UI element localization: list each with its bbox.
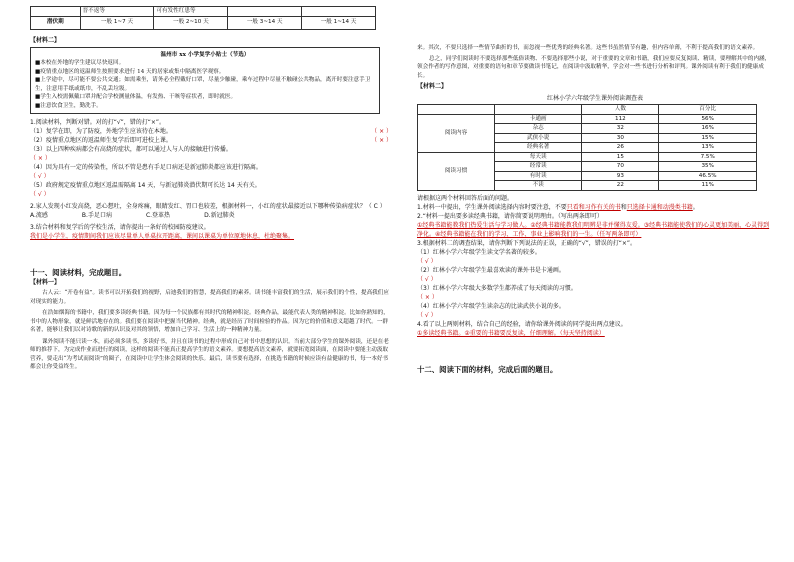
paragraph: 课外阅读不能只读一本，而必须多读书，多读好书，并且在读书的过程中形成自己对书中思想的认识。当前大部分学生的课外阅读，还是在老师的推荐下，为完成作业而进行的阅读，这样的阅读不能真正提高学生的语文素养。要想提高语文素养，就要拓宽阅读面，在阅读中要能主动汲取营养，要走出“为考试而阅读”的圈子，在阅读中让学生体会阅读的快乐。最后，读书要有选择，在挑选书籍的时候应读有益健康的书，每一本好书都会让你受益终生。 xyxy=(30,338,389,370)
table-cell: 70 xyxy=(582,162,659,172)
answer-mark: （ √ ） xyxy=(30,173,50,180)
table-cell: 可有发性红患等 xyxy=(154,7,228,17)
table-cell: 潜伏期 xyxy=(31,16,81,29)
answer-mark: （ × ） xyxy=(371,137,392,144)
table-cell: 武侠小说 xyxy=(495,133,582,143)
notice-line: ■注意饮食卫生，勤洗手。 xyxy=(35,102,102,109)
answer-mark: （ √ ） xyxy=(417,257,437,265)
disease-table xyxy=(30,6,376,30)
table-cell: 35% xyxy=(659,162,757,172)
notice-line: ■上学途中，尽可能不要公共交通；如需乘坐，请务必全程戴好口罩，尽量少触碰，乘车过程中尽量不触碰公共物品，离开时要注意手卫生，注意用手纸或纸巾，不乱丢垃圾。 xyxy=(35,77,371,92)
item-text: （1）红林小学六年级学生读文学名著的较多。 xyxy=(417,248,541,256)
option: B.手足口病 xyxy=(81,212,112,219)
option: A.流感 xyxy=(30,212,48,219)
item-text: （5）政府规定疫情重点地区返温需隔离 14 天，与新冠肺炎潜伏期可长达 14 天有关。 xyxy=(30,182,261,189)
table-cell xyxy=(31,7,81,17)
item-text: （3）以上四种疾病都会有高烧的症状，都可以通过人与人的接触进行传播。 xyxy=(30,146,232,153)
item-text: （3）红林小学六年级大多数学生都养成了每天阅读的习惯。 xyxy=(417,284,577,292)
answer-mark: （ √ ） xyxy=(417,311,437,319)
question-1 xyxy=(30,118,392,199)
paragraph: 总之，同学们阅读时不要选择那些低俗读物、不要选择那些小说，对于重要的文章和书籍，我们应要反复阅读、精读，要理解其中的内涵，领会作者的写作意图，对重要的语句和章节要做读书笔记，在阅读中汲取精华，学会对一些书进行分析和评判。课外阅读有利于我们的健康成长。 xyxy=(417,55,771,79)
question-title: 4.看了以上两则材料，结合自己的经验，请你给课外阅读的同学提出两点建议。 xyxy=(417,320,627,328)
table-cell: 30 xyxy=(582,133,659,143)
answer-mark: （ × ） xyxy=(30,155,51,162)
section-title: 十一、阅读材料，完成题目。 xyxy=(30,268,127,277)
table-cell: 93 xyxy=(582,171,659,181)
item-text: （1）复学在即，为了防疫，外地学生应该待在本地。 xyxy=(30,128,172,135)
table-cell: 经常读 xyxy=(495,162,582,172)
right-column xyxy=(417,0,773,375)
survey-table xyxy=(417,104,757,191)
question-3 xyxy=(417,239,773,320)
table-cell xyxy=(418,105,495,115)
question-3 xyxy=(30,223,392,241)
table-cell: 不读 xyxy=(495,181,582,191)
section-title: 十二、阅读下面的材料，完成后面的题目。 xyxy=(417,364,558,374)
table-cell: 22 xyxy=(582,181,659,191)
table-cell: 一般 3~14 天 xyxy=(228,16,302,29)
notice-line: ■疫情重点地区的返温师生按照要求进行 14 天的居家或集中隔离医学观察。 xyxy=(35,68,225,75)
table-cell xyxy=(228,7,302,17)
table-header: 人数 xyxy=(582,105,659,115)
answer-mark: （ × ） xyxy=(371,128,392,135)
table-cell: 46.5% xyxy=(659,171,757,181)
table-cell: 晋不返等 xyxy=(80,7,154,17)
table-cell: 26 xyxy=(582,143,659,153)
table-cell: 15% xyxy=(659,133,757,143)
paragraph: 在浩如烟海的书籍中，我们要多读经典书籍。因为每一个民族都有其时代的精神积淀。经典作品，最能代表人类的精神积淀。比如你熟知的，书中的人物形象，就是鲜活地存在的。我们要在阅读中把握当代精神。经典，就是经历了时间检验的作品。因为它的价值和意义超越了时代。一群名著，能够让我们以对诗歌的新的认识及对其的领悟，增加自己学习、生活上的一种精神力量。 xyxy=(30,310,389,333)
table-cell: 11% xyxy=(659,181,757,191)
answer-mark: （ √ ） xyxy=(30,191,50,198)
material-label: 【材料二】 xyxy=(30,36,61,44)
question-2 xyxy=(417,212,773,239)
option: C.登革热 xyxy=(145,212,171,219)
answer-text: 只选择卡通和动漫类书籍 xyxy=(626,203,693,211)
table-cell: 13% xyxy=(659,143,757,153)
row-group-label: 阅读内容 xyxy=(418,114,495,152)
option: D.新冠肺炎 xyxy=(204,212,235,219)
answer-text: 我们是小学生，疫情期间我们应该尽量单人单桌拉开距离，课间以课桌为单位原地休息，杜绝聚集。 xyxy=(30,233,295,240)
item-text: （4）因为具有一定的传染性，所以不管是患有手足口病还是新冠肺炎都应该进行隔离。 xyxy=(30,164,262,171)
question-title: 3.根据材料二的调查结果，请你判断下列说法的正误，正确的“√”，错误的打“×”。 xyxy=(417,239,637,247)
table-cell: 经典名著 xyxy=(495,143,582,153)
table-cell: 15 xyxy=(582,152,659,162)
question-text: 。 xyxy=(692,203,699,211)
options-row xyxy=(30,211,392,220)
question-title: 2.“材料一提出要多读经典书籍，请你简要说明理由。（写出两条即可） xyxy=(417,212,603,220)
table-cell: 112 xyxy=(582,114,659,124)
material-label: 【材料二】 xyxy=(417,83,448,90)
table-cell: 有时读 xyxy=(495,171,582,181)
notice-title: 温州市 xx 小学复学小贴士（节选） xyxy=(160,51,250,58)
item-text: （4）红林小学六年级学生读杂志的比读武侠小说的多。 xyxy=(417,302,565,310)
item-text: （2）疫情重点地区的返温师生复学后即可进校上课。 xyxy=(30,137,172,144)
table-cell: 一般 1~14 天 xyxy=(302,16,376,29)
answer-mark: （ × ） xyxy=(417,293,438,301)
question-1 xyxy=(417,203,773,212)
question-title: 1.阅读材料，判断对错。对的打“√”，错的打“×”。 xyxy=(30,119,166,126)
instruction: 请根据这两个材料回答后面的问题。 xyxy=(417,194,514,202)
left-column xyxy=(30,0,392,372)
answer-text: 只看和习作有关的书 xyxy=(566,203,621,211)
answer-text: ①多读经典书籍。②重要的书籍要反复读，仔细理解。（每天坚持阅读） xyxy=(417,329,605,337)
table-cell xyxy=(302,7,376,17)
table-cell xyxy=(495,105,582,115)
row-group-label: 阅读习惯 xyxy=(418,152,495,190)
table-cell: 杂志 xyxy=(495,124,582,134)
question-text: 1.材料一中提出，学生课外阅读选择内容时要注意，不要 xyxy=(417,203,567,211)
table-header: 百分比 xyxy=(659,105,757,115)
answer-text: ①经典书籍能教我们热爱生活与学习做人。②经典书籍能教我们明辨是非并懂得友爱。③经典书籍能使我们的心灵更加美丽，心灵得到净化。④经典书籍能在我们的学习、工作、事业上影响我们的一生。（任写两条即可） xyxy=(417,221,770,238)
notice-line: ■本校在外地的学生建议尽快返回。 xyxy=(35,60,125,66)
notice-line: ■学生入校需佩戴口罩并配合学校测量体温，有发热、干咳等症状者，即时就医。 xyxy=(35,94,237,100)
item-text: （2）红林小学六年级学生最喜欢读的课外书是卡通画。 xyxy=(417,266,565,274)
table-cell: 每天读 xyxy=(495,152,582,162)
table-cell: 7.5% xyxy=(659,152,757,162)
table-cell: 一般 2~10 天 xyxy=(154,16,228,29)
notice-box xyxy=(30,47,380,115)
table-cell: 56% xyxy=(659,114,757,124)
table-cell: 卡通画 xyxy=(495,114,582,124)
table-cell: 16% xyxy=(659,124,757,134)
answer-mark: （ √ ） xyxy=(417,275,437,283)
table-cell: 32 xyxy=(582,124,659,134)
paragraph: 来。其次，不要只选择一些情节曲折的书，而忽视一些优秀的经典名著。这些书虽然情节有趣，但内容单薄，不利于提高我们的语文素养。 xyxy=(417,45,759,51)
table-title: 红林小学六年级学生课外阅读调查表 xyxy=(546,95,643,102)
table-cell: 一般 1~7 天 xyxy=(80,16,154,29)
question-item xyxy=(30,136,392,145)
question-item xyxy=(30,127,392,136)
question-2 xyxy=(30,202,392,220)
material-label: 【材料一】 xyxy=(30,279,61,286)
paragraph: 古人云：“开卷有益”。读书可以开拓我们的视野，启迪我们的智慧，提高我们的素养。读书能丰富我们的生活，展示我们的个性，提高我们应对现实的能力。 xyxy=(30,290,389,305)
section-11 xyxy=(30,267,392,372)
question-title: 2.家人发现小红发高烧，恶心想吐，全身疼痛，眼睛发红、胃口也较差，根据材料一，小红的症状最接近以下哪种传染病症状？（ C ） xyxy=(30,203,386,210)
question-text: 和 xyxy=(620,203,627,211)
question-title: 3.结合材料和复学后的学校生活，请你提出一条好的校园防疫建议。 xyxy=(30,224,210,231)
question-4 xyxy=(417,320,773,338)
